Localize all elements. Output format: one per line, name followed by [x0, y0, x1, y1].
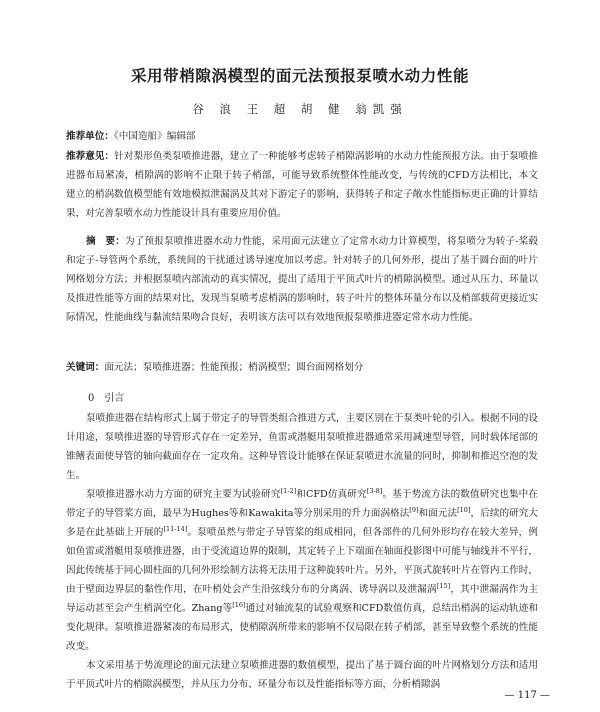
citation: [1-2]	[280, 487, 297, 495]
recommend-unit-label: 推荐单位：	[66, 131, 114, 142]
recommend-opinion-text: 针对梨形鱼类泵喷推进器，建立了一种能够考虑转子梢隙涡影响的水动力性能预报方法。由于泵喷推进器布局紧凑，梢隙涡的影响不止限于转子梢部，可能导致系统整体性能改变，与传统的CFD方法相比，本文建立的梢涡数值模型能有效地模拟泄漏涡及其对下游定子的影响，获得转子和定子敞水性能指标更正确的计算结果，对完善泵喷水动力性能设计具有重要应用价值。	[66, 151, 539, 219]
recommend-opinion-label: 推荐意见：	[66, 151, 115, 162]
intro-paragraph-2	[66, 485, 538, 656]
abstract-label: 摘 要：	[86, 236, 126, 247]
section-heading: 0 引言	[88, 393, 125, 404]
citation: [3-8]	[366, 487, 383, 495]
intro-paragraph-1: 泵喷推进器在结构形式上属于带定子的导管类组合推进方式，主要区别在于泵类叶轮的引入。根据不同的设计用途，泵喷推进器的导管形式存在一定差异，鱼雷或潜艇用泵喷推进器通常采用减速型导管，同时载体尾部的锥鳍表面使导管的轴向截面存在一定攻角。这种导管设计能够在保证泵喷进水流量的同时，抑制和推迟空泡的发生。	[66, 413, 538, 481]
recommend-unit	[66, 127, 538, 146]
keywords-label: 关键词：	[66, 362, 105, 373]
recommend-unit-value: 《中国造船》编辑部	[113, 131, 196, 142]
intro-text: 泵喷推进器水动力方面的研究主要为试验研究	[86, 489, 281, 500]
author-list: 谷 浪 王 超 胡 健 翁凯强	[192, 102, 408, 116]
intro-text: 和面元法	[418, 508, 458, 519]
abstract-text: 为了预报泵喷推进器水动力性能，采用面元法建立了定常水动力计算模型，将泵喷分为转子-桨毂和定子-导管两个系统，系统间的干扰通过诱导速度加以考虑。针对转子的几何外形，提出了基于圆台面的叶片网格划分方法；并根据泵喷内部流动的真实情况，提出了适用于平顶式叶片的梢隙涡模型。通过从压力、环量以及推进性能等方面的结果对比，发现当泵喷考虑梢涡的影响时，转子叶片的整体环量分布以及梢部载荷更接近实际情况，性能曲线与黏流结果吻合良好，表明该方法可以有效地预报泵喷推进器定常水动力性能。	[66, 236, 538, 323]
citation: [10]	[457, 506, 471, 514]
citation: [15]	[436, 582, 451, 590]
intro-text: 。基于势流方法的数值研究也集中在带定子的导管桨方面，最早为Hughes等和Kawakita等分别采用的升力面涡格法	[66, 489, 539, 519]
page-number: — 117 —	[504, 690, 550, 701]
citation: [16]	[232, 601, 246, 609]
abstract	[66, 232, 538, 327]
intro-text: ，后续的研究大多是在此基础上开展的	[66, 508, 539, 538]
intro-paragraph-3: 本文采用基于势流理论的面元法建立泵喷推进器的数值模型，提出了基于圆台面的叶片网格划分方法和适用于平顶式叶片的梢隙涡模型，并从压力分布、环量分布以及性能指标等方面，分析梢隙涡	[66, 660, 538, 690]
citation: [9]	[409, 506, 419, 514]
intro-text: 通过对轴流泵的试验观察和CFD数值仿真，总结出梢涡的运动轨迹和变化规律。泵喷推进器紧凑的布局形式，使梢隙涡所带来的影响不仅局限在转子梢部，甚至导致整个系统的性能改变。	[66, 603, 538, 652]
intro-text: 。泵喷虽然与带定子导管桨的组成相同，但各部件的几何外形均存在较大差异，例如鱼雷或潜艇用泵喷推进器，由于受流道边界的限制，其定转子上下端面在轴面投影图中可能与轴线并不平行，因此传统基于同心圆柱面的几何外形绘制方法将无法用于这种旋转叶片。另外，平顶式旋转叶片在管内工作时，由于壁面边界层的黏性作用，在叶梢处会产生沿弦线分布的分离涡、诱导涡以及泄漏涡	[66, 527, 539, 595]
paper-title: 采用带梢隙涡模型的面元法预报泵喷水动力性能	[130, 67, 470, 85]
intro-text: ，其中泄漏涡作为主导运动甚至会产生梢涡空化。Zhang等	[66, 584, 538, 614]
keywords-text: 面元法；泵喷推进器；性能预报；梢涡模型；圆台面网格划分	[104, 362, 364, 373]
recommend-opinion	[66, 147, 538, 223]
keywords	[66, 358, 538, 377]
intro-text: 和CFD仿真研究	[296, 489, 367, 500]
citation: [11-14]	[163, 525, 188, 533]
